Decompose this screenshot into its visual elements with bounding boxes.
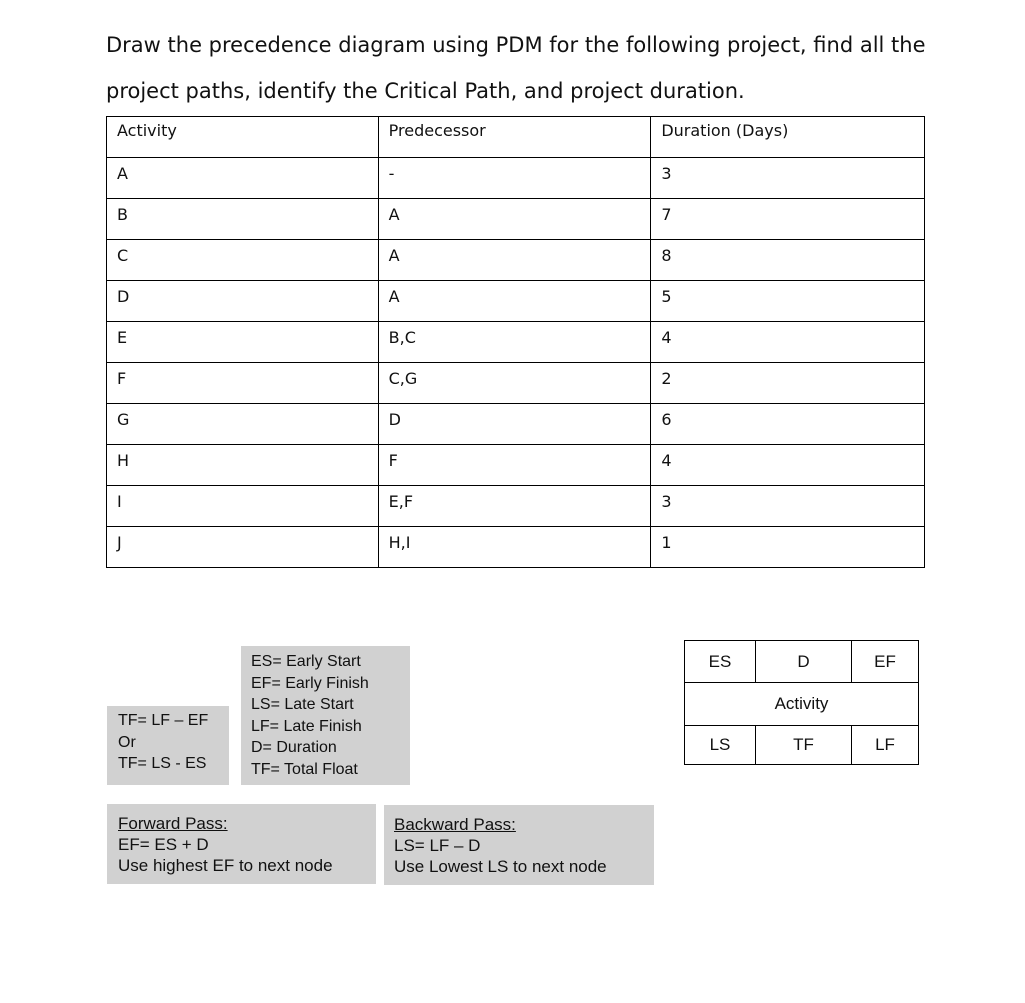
forward-pass-rule: Use highest EF to next node bbox=[118, 856, 333, 875]
table-header-row bbox=[107, 117, 925, 158]
activity-cell: D bbox=[107, 281, 379, 322]
activity-cell: I bbox=[107, 486, 379, 527]
duration-cell: 7 bbox=[651, 199, 925, 240]
activity-cell: B bbox=[107, 199, 379, 240]
predecessor-cell: A bbox=[378, 281, 651, 322]
activity-cell: E bbox=[107, 322, 379, 363]
header-predecessor: Predecessor bbox=[378, 117, 651, 158]
predecessor-cell: H,I bbox=[378, 527, 651, 568]
activity-cell: H bbox=[107, 445, 379, 486]
backward-pass-rule: Use Lowest LS to next node bbox=[394, 857, 607, 876]
node-key-tf: TF bbox=[756, 726, 852, 764]
question-text bbox=[106, 22, 936, 114]
activity-cell: C bbox=[107, 240, 379, 281]
table-row bbox=[107, 322, 925, 363]
table-row bbox=[107, 404, 925, 445]
duration-cell: 3 bbox=[651, 158, 925, 199]
predecessor-cell: C,G bbox=[378, 363, 651, 404]
table-row bbox=[107, 486, 925, 527]
predecessor-cell: D bbox=[378, 404, 651, 445]
legend-ef: EF= Early Finish bbox=[251, 674, 369, 692]
backward-pass-title: Backward Pass: bbox=[394, 815, 516, 834]
legend-tf: TF= Total Float bbox=[251, 760, 358, 778]
node-key-d: D bbox=[756, 641, 852, 682]
tf-formula-2: TF= LS - ES bbox=[118, 755, 207, 772]
duration-cell: 5 bbox=[651, 281, 925, 322]
node-key-bottom-row bbox=[685, 726, 918, 764]
node-key-ef: EF bbox=[874, 651, 896, 671]
node-key-top-row bbox=[685, 641, 918, 683]
activity-table bbox=[106, 116, 925, 568]
forward-pass-formula: EF= ES + D bbox=[118, 835, 209, 854]
abbreviation-legend bbox=[241, 646, 410, 785]
question-line-1: Draw the precedence diagram using PDM for the following project, find all the bbox=[106, 33, 926, 57]
tf-or: Or bbox=[118, 733, 136, 751]
predecessor-cell: B,C bbox=[378, 322, 651, 363]
table-row bbox=[107, 527, 925, 568]
node-key-ls: LS bbox=[685, 726, 756, 764]
duration-cell: 4 bbox=[651, 445, 925, 486]
table-row bbox=[107, 281, 925, 322]
tf-formula-1: TF= LF – EF bbox=[118, 712, 209, 729]
header-duration: Duration (Days) bbox=[651, 117, 925, 158]
activity-cell: F bbox=[107, 363, 379, 404]
activity-cell: G bbox=[107, 404, 379, 445]
activity-cell: J bbox=[107, 527, 379, 568]
forward-pass-title: Forward Pass: bbox=[118, 814, 228, 833]
forward-pass-box bbox=[107, 804, 376, 884]
legend-lf: LF= Late Finish bbox=[251, 717, 362, 735]
table-row bbox=[107, 445, 925, 486]
table-row bbox=[107, 240, 925, 281]
legend-ls: LS= Late Start bbox=[251, 696, 354, 713]
predecessor-cell: - bbox=[378, 158, 651, 199]
predecessor-cell: A bbox=[378, 240, 651, 281]
backward-pass-formula: LS= LF – D bbox=[394, 836, 481, 855]
legend-es: ES= Early Start bbox=[251, 653, 361, 670]
table-row bbox=[107, 363, 925, 404]
total-float-formula bbox=[107, 706, 229, 785]
predecessor-cell: F bbox=[378, 445, 651, 486]
question-line-2: project paths, identify the Critical Path, and project duration. bbox=[106, 79, 745, 103]
node-key-es: ES bbox=[685, 641, 756, 682]
table-row bbox=[107, 199, 925, 240]
node-key-lf: LF bbox=[875, 735, 895, 754]
duration-cell: 3 bbox=[651, 486, 925, 527]
node-key-activity: Activity bbox=[685, 683, 918, 726]
predecessor-cell: A bbox=[378, 199, 651, 240]
activity-cell: A bbox=[107, 158, 379, 199]
table-row bbox=[107, 158, 925, 199]
node-key-diagram bbox=[684, 640, 919, 765]
legend-d: D= Duration bbox=[251, 739, 337, 756]
backward-pass-box bbox=[384, 805, 654, 885]
duration-cell: 2 bbox=[651, 363, 925, 404]
header-activity: Activity bbox=[107, 117, 379, 158]
duration-cell: 4 bbox=[651, 322, 925, 363]
duration-cell: 1 bbox=[651, 527, 925, 568]
predecessor-cell: E,F bbox=[378, 486, 651, 527]
duration-cell: 6 bbox=[651, 404, 925, 445]
duration-cell: 8 bbox=[651, 240, 925, 281]
